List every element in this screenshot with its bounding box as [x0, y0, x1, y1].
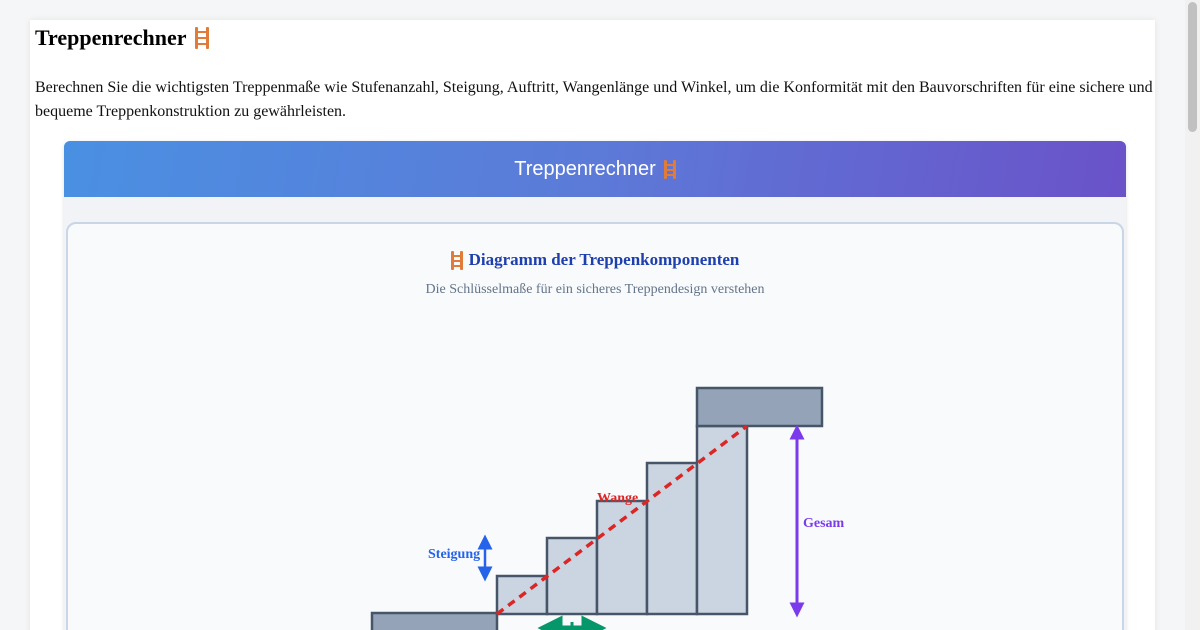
stair-step [647, 463, 697, 614]
ladder-icon [664, 160, 676, 179]
intro-text: Berechnen Sie die wichtigsten Treppenmaße wie Stufenanzahl, Steigung, Auftritt, Wangenlänge und Winkel, um die Konformität mit den Bauvorschriften für eine sichere und bequeme Treppenkonstruktion zu gewährleisten. [35, 79, 1153, 120]
top-landing [697, 388, 822, 426]
stair-calculator [64, 141, 1126, 630]
diagram-title-text: Diagramm der Treppenkomponenten [468, 250, 740, 269]
stair-diagram-panel [66, 222, 1124, 630]
stringer-label: Wange [597, 491, 639, 506]
scrollbar-thumb[interactable] [1188, 2, 1197, 132]
stair-step [697, 426, 747, 614]
bottom-landing [372, 613, 497, 630]
page-title-text: Treppenrechner [35, 25, 187, 50]
total-height-label: Gesam [803, 516, 845, 531]
calculator-header [64, 141, 1126, 197]
ladder-icon [195, 27, 209, 49]
stair-step [547, 538, 597, 614]
diagram-subtitle: Die Schlüsselmaße für ein sicheres Treppendesign verstehen [425, 282, 765, 297]
calculator-header-title: Treppenrechner [514, 157, 656, 180]
stair-diagram [68, 224, 1126, 630]
rise-label: Steigung [428, 547, 481, 562]
scrollbar[interactable] [1185, 0, 1200, 630]
page-title [35, 25, 209, 51]
